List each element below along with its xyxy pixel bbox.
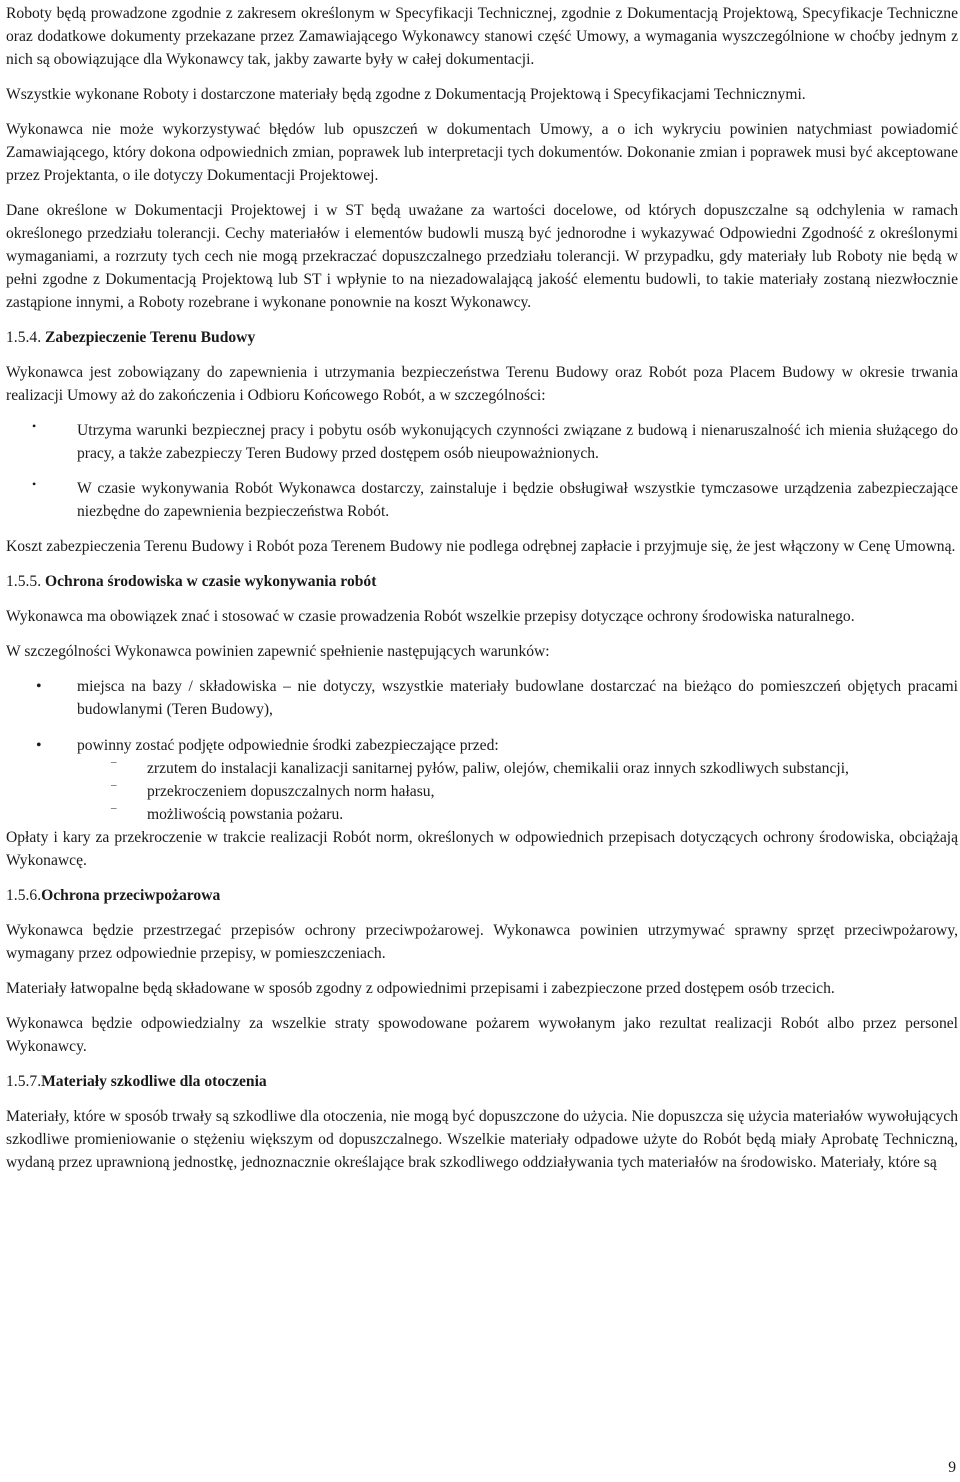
section-heading-1-5-7	[6, 1070, 958, 1093]
paragraph: Wszystkie wykonane Roboty i dostarczone materiały będą zgodne z Dokumentacją Projektową i Specyfikacjami Technicznymi.	[6, 86, 806, 103]
section-number: 1.5.6.	[6, 887, 42, 904]
dash-list	[75, 757, 958, 826]
dash-item: – możliwością powstania pożaru.	[75, 803, 958, 826]
section-heading-1-5-5	[6, 570, 958, 593]
section-title: Ochrona środowiska w czasie wykonywania robót	[45, 573, 377, 590]
paragraph: Wykonawca będzie odpowiedzialny za wszelkie straty spowodowane pożarem wywołanym jako rezultat realizacji Robót albo przez personel Wykonawcy.	[6, 1015, 958, 1055]
paragraph: Opłaty i kary za przekroczenie w trakcie realizacji Robót norm, określonych w odpowiednich przepisach dotyczących ochrony środowiska, obciążają Wykonawcę.	[6, 829, 958, 869]
paragraph: Wykonawca nie może wykorzystywać błędów lub opuszczeń w dokumentach Umowy, a o ich wykryciu powinien natychmiast powiadomić Zamawiającego, który dokona odpowiednich zmian, poprawek lub interpretacji tych dokumentów. Dokonanie zmian i poprawek musi być akceptowane przez Projektanta, o ile dotyczy Dokumentacji Projektowej.	[6, 121, 958, 184]
section-heading-1-5-4	[6, 326, 958, 349]
section-title: Materiały szkodliwe dla otoczenia	[41, 1073, 267, 1090]
document-page	[6, 2, 958, 1174]
list-item: • W czasie wykonywania Robót Wykonawca dostarczy, zainstaluje i będzie obsługiwał wszystkie tymczasowe urządzenia zabezpieczające niezbędne do zapewnienia bezpieczeństwa Robót.	[6, 477, 958, 523]
bullet-list	[6, 419, 958, 523]
paragraph: Wykonawca jest zobowiązany do zapewnienia i utrzymania bezpieczeństwa Terenu Budowy oraz Robót poza Placem Budowy w okresie trwania realizacji Umowy aż do zakończenia i Odbioru Końcowego Robót, a w szczególności:	[6, 364, 958, 404]
paragraph: Materiały, które w sposób trwały są szkodliwe dla otoczenia, nie mogą być dopuszczone do użycia. Nie dopuszcza się użycia materiałów wywołujących szkodliwe promieniowanie o stężeniu większym od dopuszczalnego. Wszelkie materiały odpadowe użyte do Robót będą miały Aprobatę Techniczną, wydaną przez uprawnioną jednostkę, jednoznacznie określające brak szkodliwego oddziaływania tych materiałów na środowisko. Materiały, które są	[6, 1108, 958, 1171]
paragraph: Dane określone w Dokumentacji Projektowej i w ST będą uważane za wartości docelowe, od których dopuszczalne są odchylenia w ramach określonego przedziału tolerancji. Cechy materiałów i elementów budowli muszą być jednorodne i wykazywać Odpowiedni Zgodność z określonymi wymaganiami, a rozrzuty tych cech nie mogą przekraczać dopuszczalnego przedziału tolerancji. W przypadku, gdy materiały lub Roboty nie będą w pełni zgodne z Dokumentacją Projektową lub ST i wpłynie to na niezadowalającą jakość elementu budowli, to takie materiały zostaną niezwłocznie zastąpione innymi, a Roboty rozebrane i wykonane ponownie na koszt Wykonawcy.	[6, 202, 958, 311]
list-item	[6, 734, 958, 826]
section-number: 1.5.7.	[6, 1073, 42, 1090]
paragraph: Koszt zabezpieczenia Terenu Budowy i Robót poza Terenem Budowy nie podlega odrębnej zapłacie i przyjmuje się, że jest włączony w Cenę Umowną.	[6, 538, 956, 555]
paragraph: Wykonawca ma obowiązek znać i stosować w czasie prowadzenia Robót wszelkie przepisy dotyczące ochrony środowiska naturalnego.	[6, 608, 855, 625]
paragraph: Roboty będą prowadzone zgodnie z zakresem określonym w Specyfikacji Technicznej, zgodnie z Dokumentacją Projektową, Specyfikacje Techniczne oraz dodatkowe dokumenty przekazane przez Zamawiającego Wykonawcy stanowi część Umowy, a wymagania wyszczególnione w choćby jednym z nich są obowiązujące dla Wykonawcy tak, jakby zawarte były w całej dokumentacji.	[6, 5, 958, 68]
paragraph: Wykonawca będzie przestrzegać przepisów ochrony przeciwpożarowej. Wykonawca powinien utrzymywać sprawny sprzęt przeciwpożarowy, wymagany przez odpowiednie przepisy, w pomieszczeniach.	[6, 922, 958, 962]
section-heading-1-5-6	[6, 884, 958, 907]
paragraph: Materiały łatwopalne będą składowane w sposób zgodny z odpowiednimi przepisami i zabezpieczone przed dostępem osób trzecich.	[6, 980, 835, 997]
dash-item: – przekroczeniem dopuszczalnych norm hałasu,	[75, 780, 958, 803]
section-title: Ochrona przeciwpożarowa	[41, 887, 221, 904]
page-number: 9	[948, 1459, 956, 1476]
list-item: • Utrzyma warunki bezpiecznej pracy i pobytu osób wykonujących czynności związane z budową i nienaruszalność ich mienia służącego do pracy, a także zabezpieczy Teren Budowy przed dostępem osób nieupoważnionych.	[6, 419, 958, 465]
list-item: • miejsca na bazy / składowiska – nie dotyczy, wszystkie materiały budowlane dostarczać na bieżąco do pomieszczeń objętych pracami budowlanymi (Teren Budowy),	[6, 675, 958, 721]
section-number: 1.5.5.	[6, 573, 42, 590]
list-item-text: powinny zostać podjęte odpowiednie środki zabezpieczające przed:	[77, 737, 499, 754]
section-number: 1.5.4.	[6, 329, 42, 346]
bullet-list	[6, 675, 958, 826]
paragraph: W szczególności Wykonawca powinien zapewnić spełnienie następujących warunków:	[6, 643, 550, 660]
dash-item: – zrzutem do instalacji kanalizacji sanitarnej pyłów, paliw, olejów, chemikalii oraz innych szkodliwych substancji,	[75, 757, 958, 780]
section-title: Zabezpieczenie Terenu Budowy	[45, 329, 256, 346]
